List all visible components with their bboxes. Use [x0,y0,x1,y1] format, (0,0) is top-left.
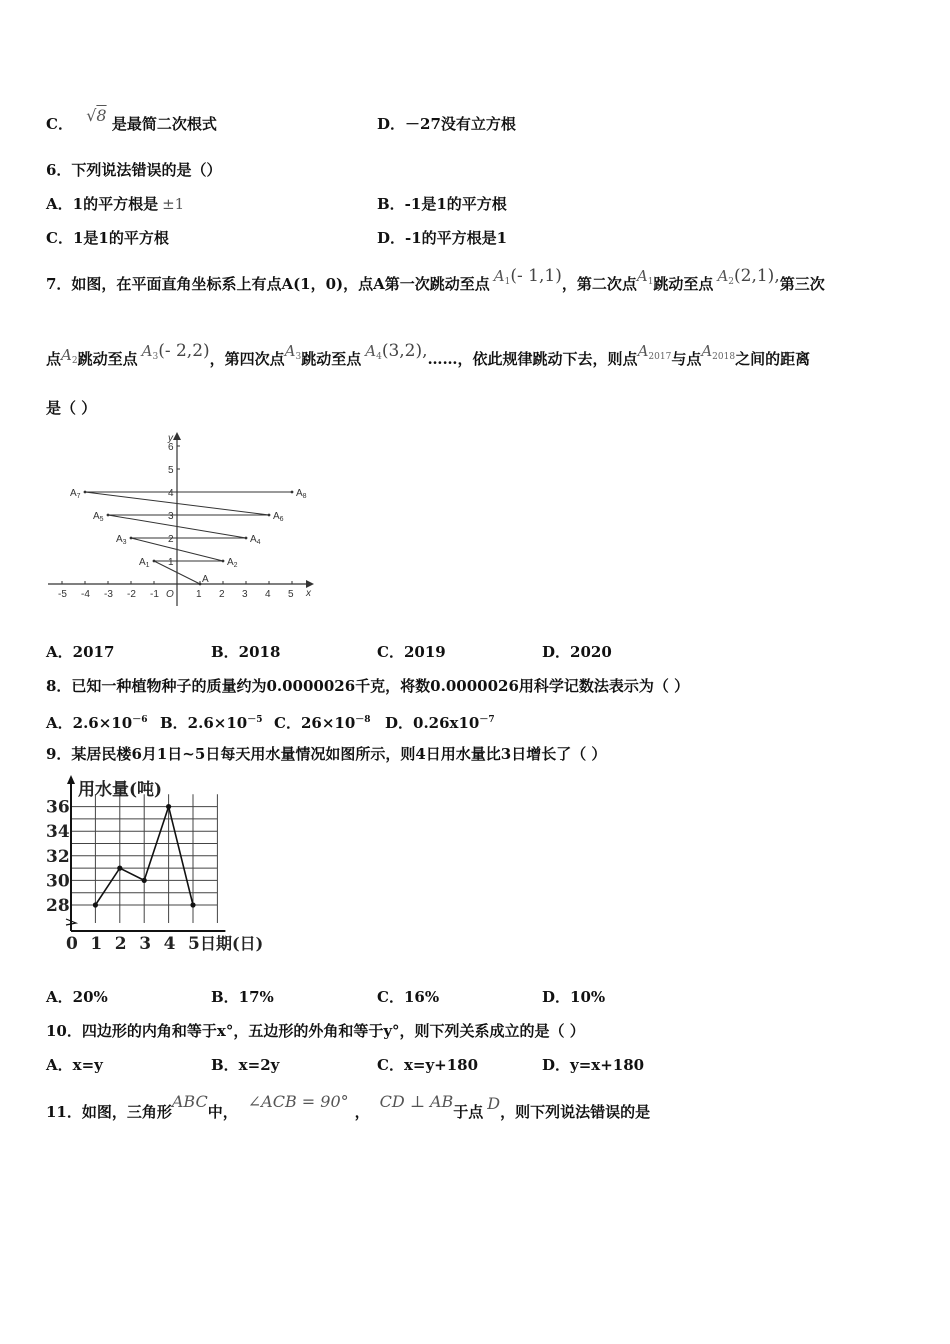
jump-point [268,514,271,517]
x-tick-label: 2 [114,934,127,954]
q7-coordinate-figure [44,430,324,610]
y-axis-label: y [168,433,173,444]
q7-stem-line3: 是（ ） [46,399,97,417]
point-label: $A_1$ [139,557,150,569]
q10-option-c[interactable]: C．x=y+180 [377,1056,479,1074]
option-text: 是最简二次根式 [111,115,217,133]
q7-stem-line2: 点$A_2$跳动至点 $A_3(-$ 2,2)，第四次点$A_3$跳动至点 $A_4(3,2),\dots\dots$，依此规律跳动下去，则点$A_{2017}$与点$A_{2018}$之间的距离 [46,341,811,368]
q7-option-d[interactable]: D．2020 [542,643,612,661]
y-tick-label: 36 [46,797,70,818]
q5-option-d[interactable]: D．－27没有立方根 [377,115,516,133]
data-point [117,866,122,871]
y-tick-label: 3 [168,511,174,522]
origin-label: O [166,589,174,600]
q9-option-d[interactable]: D．10% [542,988,606,1006]
q6-option-a[interactable]: A．1的平方根是 ±1 [46,195,185,213]
x-tick-label: -5 [58,589,67,600]
q9-stem: 9．某居民楼6月1日~5日每天用水量情况如图所示，则4日用水量比3日增长了（ ） [46,745,607,763]
jump-point [130,537,133,540]
x-tick-label: 4 [265,589,271,600]
q7-option-a[interactable]: A．2017 [46,643,115,661]
x-tick-label: 3 [139,934,152,954]
q5-option-c[interactable] [46,106,217,134]
y-tick-label: 4 [168,488,174,499]
x-tick-label: 2 [219,589,225,600]
q10-option-b[interactable]: B．x=2y [211,1056,280,1074]
x-tick-label: 0 [66,934,78,954]
q8-option-d[interactable]: D．$0.26x10^{-7}$ [385,714,495,732]
y-tick-label: 1 [168,557,174,568]
point-label: $A_4$ [250,534,261,546]
y-tick-label: 6 [168,442,174,453]
q8-option-a[interactable]: A．$2.6\times 10^{-6}$ [46,714,148,732]
q10-option-d[interactable]: D．y=x+180 [542,1056,645,1074]
point-label: $A_6$ [273,511,284,523]
q6-option-d[interactable]: D．-1的平方根是1 [377,229,508,247]
y-tick-label: 28 [46,896,70,916]
x-axis [48,580,314,588]
jump-point [107,514,110,517]
q9-option-b[interactable]: B．17% [211,988,274,1006]
q9-option-c[interactable]: C．16% [377,988,440,1006]
q6-option-b[interactable]: B．-1是1的平方根 [377,195,507,213]
jump-point [199,583,202,586]
point-label: A [202,574,209,585]
x-tick-label: 5 [288,589,294,600]
q6-stem: 6．下列说法错误的是（） [46,161,222,179]
data-point [190,902,195,907]
point-label: $A_3$ [116,534,127,546]
y-axis [173,432,181,606]
data-point [93,902,98,907]
q6-option-c[interactable]: C．1是1的平方根 [46,229,169,247]
point-label: $A_8$ [296,488,307,500]
y-tick-label: 30 [46,871,70,892]
jump-point [222,560,225,563]
y-tick-label: 5 [168,465,174,476]
x-tick-label: -1 [150,589,159,600]
q8-stem: 8．已知一种植物种子的质量约为0.0000026千克，将数0.0000026用科学记数法表示为（ ） [46,677,690,695]
q11-stem: 11．如图，三角形ABC中，∠ACB = 90°，CD ⊥ AB于点 D，则下列说法错误的是 [46,1092,651,1121]
x-tick-label: -2 [127,589,136,600]
x-tick-label: 3 [242,589,248,600]
x-tick-label: 4 [163,934,176,954]
x-axis-label: x [306,588,311,599]
q8-option-c[interactable]: C．$26\times 10^{-8}$ [274,714,371,732]
point-label: $A_2$ [227,557,238,569]
x-tick-label: -4 [81,589,90,600]
jump-point [291,491,294,494]
q7-option-b[interactable]: B．2018 [211,643,281,661]
y-axis-arrow [67,775,75,784]
x-tick-label: 5 [188,934,200,954]
data-point [142,878,147,883]
x-tick-label: 1 [196,589,202,600]
q7-stem-line1: 7．如图，在平面直角坐标系上有点A(1，0)，点A第一次跳动至点 $A_1(-$ 1,1)，第二次点$A_1$跳动至点 $A_2(2,1)$,第三次 [46,266,825,293]
water-usage-chart [44,774,284,959]
x-tick-label: -3 [104,589,113,600]
x-axis-title: 日期(日) [200,934,264,953]
q8-option-b[interactable]: B．$2.6\times 10^{-5}$ [160,714,263,732]
x-tick-label: 1 [90,934,103,954]
q9-option-a[interactable]: A．20% [46,988,108,1006]
option-label: C． [46,115,73,133]
y-tick-label: 34 [46,822,70,843]
data-point [166,804,171,809]
jump-point [245,537,248,540]
y-tick-label: 32 [46,846,70,867]
q7-option-c[interactable]: C．2019 [377,643,446,661]
jump-point [84,491,87,494]
point-label: $A_7$ [70,488,81,500]
y-axis-title: 用水量(吨) [78,780,163,800]
jump-point [153,560,156,563]
q10-option-a[interactable]: A．x=y [46,1056,103,1074]
point-label: $A_5$ [93,511,104,523]
y-tick-label: 2 [168,534,174,545]
q10-stem: 10．四边形的内角和等于x°，五边形的外角和等于y°，则下列关系成立的是（ ） [46,1022,585,1040]
sqrt-expression: √8 [86,106,107,125]
